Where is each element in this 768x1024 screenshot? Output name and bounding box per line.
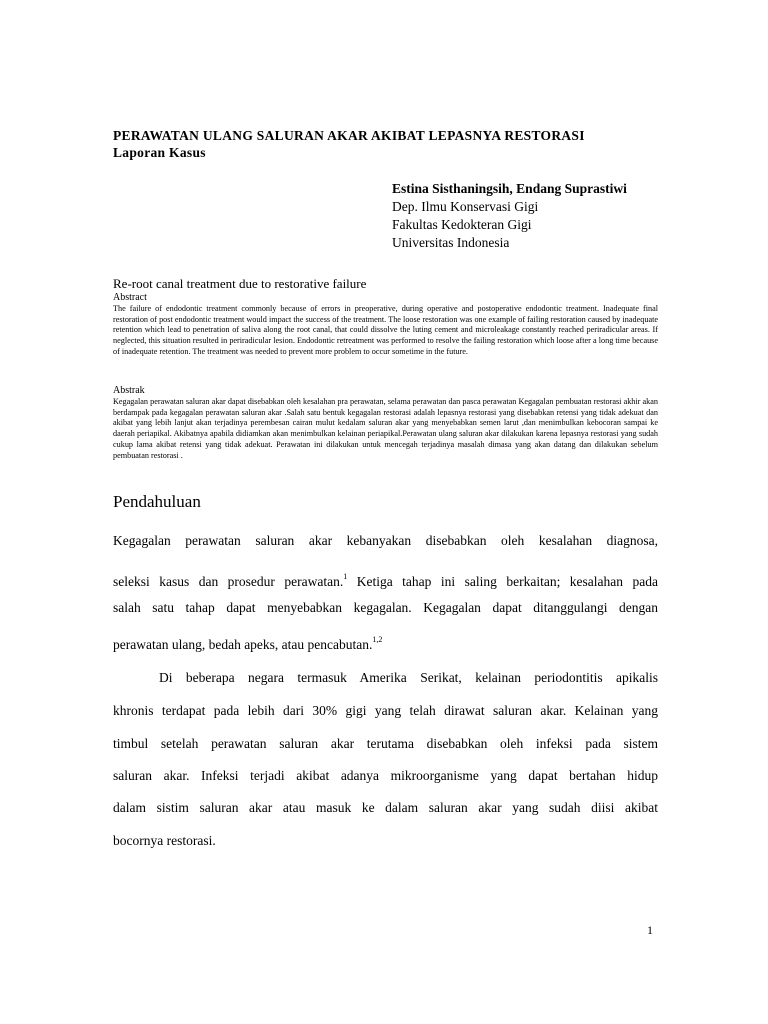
body-line-text: perawatan ulang, bedah apeks, atau pencabutan. xyxy=(113,637,373,652)
paper-title: PERAWATAN ULANG SALURAN AKAR AKIBAT LEPASNYA RESTORASI xyxy=(113,128,585,143)
section-heading: Pendahuluan xyxy=(113,492,201,511)
abstract-indonesian xyxy=(113,385,658,461)
body-line: Kegagalan perawatan saluran akar kebanyakan disebabkan oleh kesalahan diagnosa, xyxy=(113,533,658,548)
author-department: Dep. Ilmu Konservasi Gigi xyxy=(392,199,539,214)
abstrak-heading: Abstrak xyxy=(113,385,145,396)
author-names: Estina Sisthaningsih, Endang Suprastiwi xyxy=(392,181,627,196)
citation-superscript: 1 xyxy=(343,572,348,581)
author-faculty: Fakultas Kedokteran Gigi xyxy=(392,217,532,232)
paper-title-block xyxy=(113,127,733,161)
english-title: Re-root canal treatment due to restorative failure xyxy=(113,276,367,291)
body-line: saluran akar. Infeksi terjadi akibat adanya mikroorganisme yang dapat bertahan hidup xyxy=(113,768,658,783)
body-line-text: Ketiga tahap ini saling berkaitan; kesalahan pada xyxy=(347,574,658,589)
paper-subtitle: Laporan Kasus xyxy=(113,145,206,160)
body-line: bocornya restorasi. xyxy=(113,833,216,848)
body-line xyxy=(113,567,658,592)
body-line: salah satu tahap dapat menyebabkan kegagalan. Kegagalan dapat ditanggulangi dengan xyxy=(113,600,658,615)
abstract-english xyxy=(113,292,658,358)
abstrak-text: Kegagalan perawatan saluran akar dapat disebabkan oleh kesalahan pra perawatan, selama perawatan dan pasca perawatan Kegagalan pembuatan restorasi akhir akan berdampak pada kegagalan perawatan saluran akar .Salah satu bentuk kegagalan restorasi adalah lepasnya restorasi yang disebabkan retensi yang tidak adekuat dan akibat yang lebih lanjut akan terjadinya perembesan cairan mulut kedalam saluran akar yang menyebabkan semen larut ,dan menimbulkan kebocoran sampai ke daerah periapikal. Akibatnya apabila didiamkan akan menimbulkan kelainan periapikal.Perawatan ulang saluran akar dilakukan karena lepasnya restorasi yang sudah cukup lama akibat retensi yang tidak adekuat. Perawatan ini dilakukan untuk mencegah terjadinya masalah dimasa yang akan datang dan dilakukan sebelum pembuatan restorasi . xyxy=(113,397,658,460)
citation-superscript: 1,2 xyxy=(372,635,383,644)
body-line: dalam sistim saluran akar atau masuk ke dalam saluran akar yang sudah diisi akibat xyxy=(113,800,658,815)
author-block xyxy=(392,180,732,252)
body-line-text: seleksi kasus dan prosedur perawatan. xyxy=(113,574,344,589)
body-line: timbul setelah perawatan saluran akar terutama disebabkan oleh infeksi pada sistem xyxy=(113,736,658,751)
abstract-heading: Abstract xyxy=(113,292,147,303)
body-line xyxy=(113,668,658,688)
body-line-text: Di beberapa negara termasuk Amerika Serikat, kelainan periodontitis apikalis xyxy=(159,670,658,685)
abstract-text: The failure of endodontic treatment commonly because of errors in preoperative, during operative and postoperative endodontic treatment. Inadequate final restoration of post endodontic treatment would impact the success of the treatment. The loose restoration was one example of failing restoration caused by inadequate retention which lead to penetration of saliva along the root canal, that could dissolve the luting cement and microleakage constantly reached periradicular areas. If neglected, this situation resulted in periradicular lesion. Endodontic retreatment was performed to resolve the failing restoration which loose after a long time because of inadequate retention. The treatment was needed to prevent more problem to occur sometime in the future. xyxy=(113,304,658,356)
author-university: Universitas Indonesia xyxy=(392,235,510,250)
body-line: khronis terdapat pada lebih dari 30% gigi yang telah dirawat saluran akar. Kelainan yang xyxy=(113,703,658,718)
body-line xyxy=(113,630,658,655)
page-number: 1 xyxy=(647,923,653,937)
